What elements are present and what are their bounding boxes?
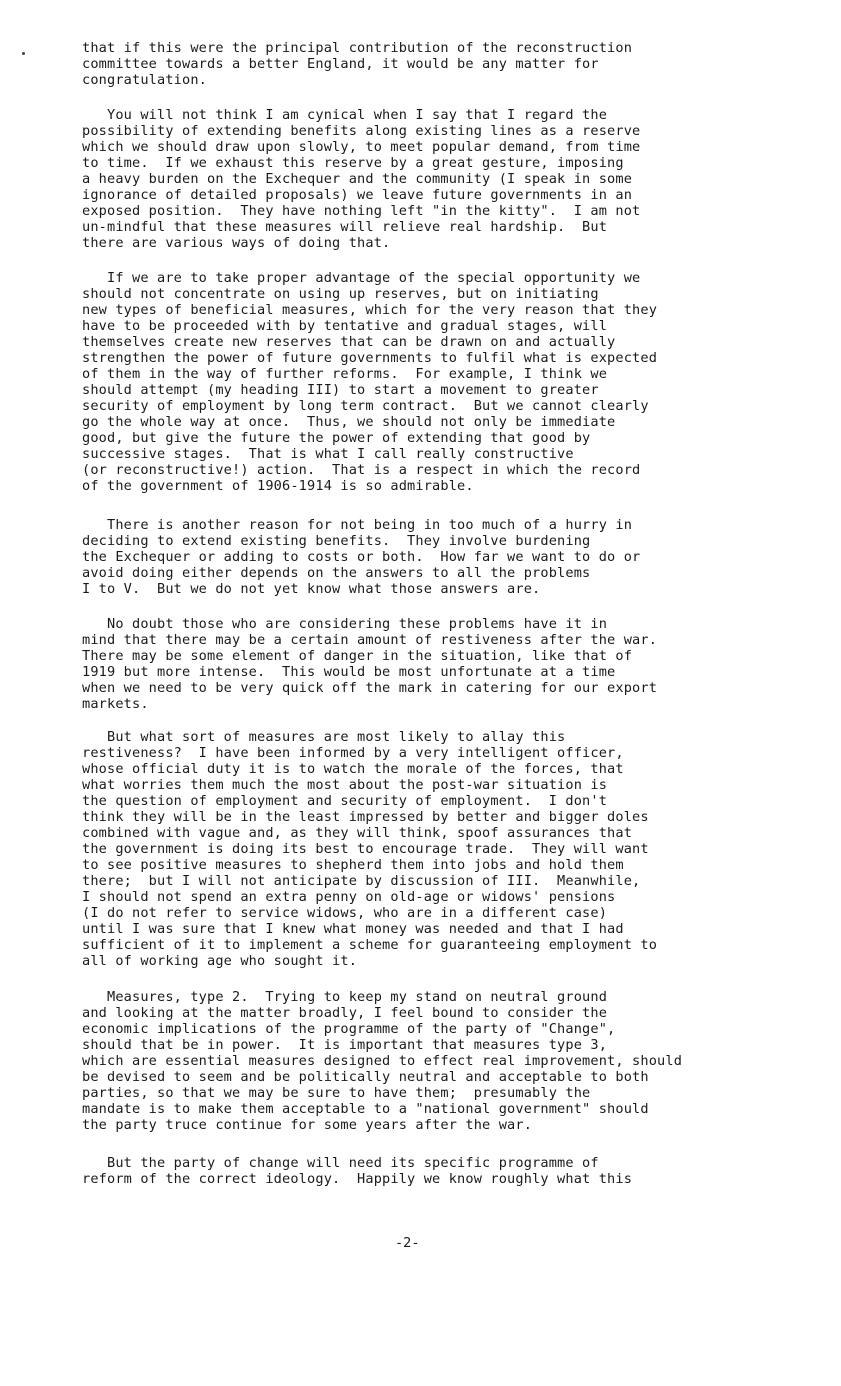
- paragraph-measures-question: But what sort of measures are most likely to allay this restiveness? I have been informed by a very intelligent officer, whose official duty it is to watch the morale of the forces, that what worries them much the most about the post-war situation is the question of employment and security of employment. I don't think they will be in the least impressed by better and bigger doles combined with vague and, as they will think, spoof assurances that the government is doing its best to encourage trade. They will want to see positive measures to shepherd them into jobs and hold them there; but I will not anticipate by discussion of III. Meanwhile, I should not spend an extra penny on old-age or widows' pensions (I do not refer to service widows, who are in a different case) until I was sure that I knew what money was needed and that I had sufficient of it to implement a scheme for guaranteeing employment to all of working age who sought it.: [82, 729, 658, 969]
- paragraph-cynical: You will not think I am cynical when I say that I regard the possibility of extending benefits along existing lines as a reserve which we should draw upon slowly, to meet popular demand, from time to time. If we exhaust this reserve by a great gesture, imposing a heavy burden on the Exchequer and the community (I speak in some ignorance of detailed proposals) we leave future governments in an exposed position. They have nothing left "in the kitty". I am not un-mindful that these measures will relieve real hardship. But there are various ways of doing that.: [82, 107, 641, 251]
- paragraph-continuation: that if this were the principal contribution of the reconstruction committee towards a better England, it would be any matter for congratulation.: [82, 40, 633, 88]
- paragraph-another-reason: There is another reason for not being in too much of a hurry in deciding to extend existing benefits. They involve burdening the Exchequer or adding to costs or both. How far we want to do or avoid doing either depends on the answers to all the problems I to V. But we do not yet know what those answers are.: [82, 517, 641, 597]
- paragraph-party-of-change: But the party of change will need its specific programme of reform of the correct ideology. Happily we know roughly what this: [82, 1155, 633, 1187]
- paragraph-special-opportunity: If we are to take proper advantage of the special opportunity we should not concentrate on using up reserves, but on initiating new types of beneficial measures, which for the very reason that they have to be proceeded with by tentative and gradual stages, will themselves create new reserves that can be drawn on and actually strengthen the power of future governments to fulfil what is expected of them in the way of further reforms. For example, I think we should attempt (my heading III) to start a movement to greater security of employment by long term contract. But we cannot clearly go the whole way at once. Thus, we should not only be immediate good, but give the future the power of extending that good by successive stages. That is what I call really constructive (or reconstructive!) action. That is a respect in which the record of the government of 1906-1914 is so admirable.: [82, 270, 658, 494]
- page-number: -2-: [395, 1235, 420, 1251]
- paragraph-measures-type-2: Measures, type 2. Trying to keep my stand on neutral ground and looking at the matter broadly, I feel bound to consider the economic implications of the programme of the party of "Change", should that be in power. It is important that measures type 3, which are essential measures designed to effect real improvement, should be devised to seem and be politically neutral and acceptable to both parties, so that we may be sure to have them; presumably the mandate is to make them acceptable to a "national government" should the party truce continue for some years after the war.: [82, 989, 683, 1133]
- scan-speck: [22, 52, 25, 55]
- paragraph-restiveness: No doubt those who are considering these problems have it in mind that there may be a certain amount of restiveness after the war. There may be some element of danger in the situation, like that of 1919 but more intense. This would be most unfortunate at a time when we need to be very quick off the mark in catering for our export markets.: [82, 616, 658, 712]
